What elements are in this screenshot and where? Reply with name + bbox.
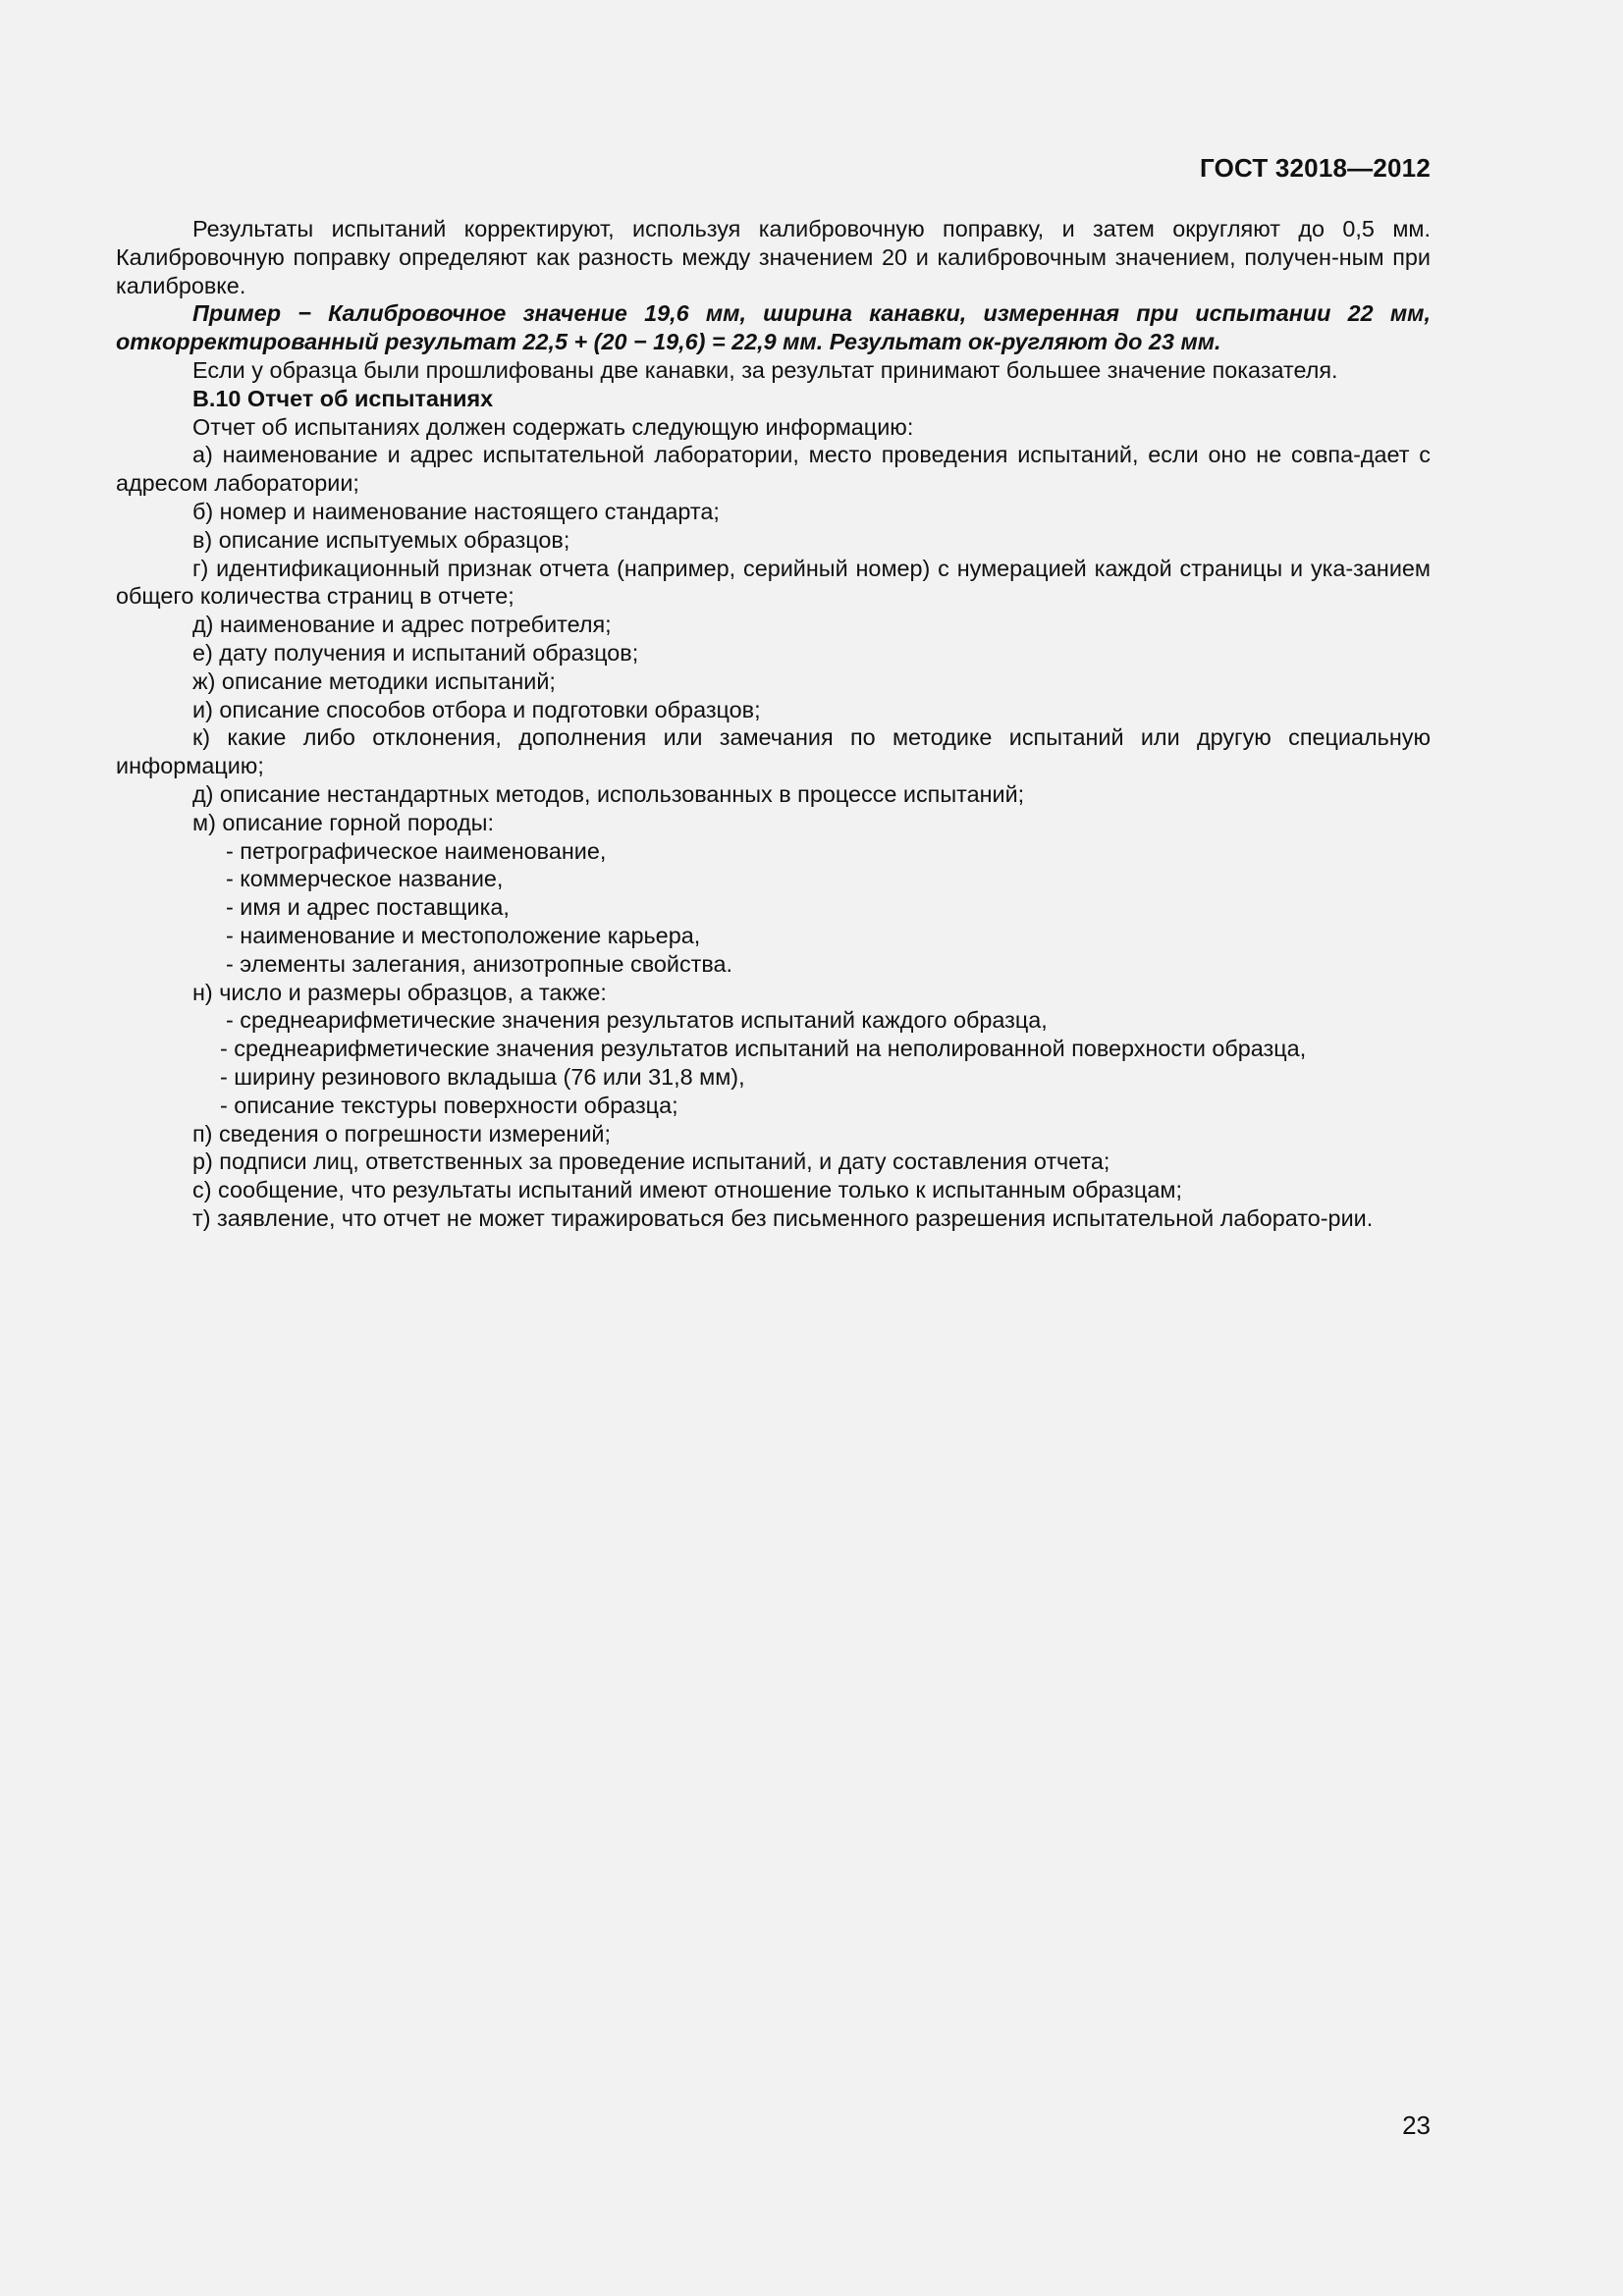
list-item-m: м) описание горной породы: bbox=[192, 809, 494, 835]
paragraph-results-correction: Результаты испытаний корректируют, используя калибровочную поправку, и затем округляют до 0,5 мм. Калибровочную поправку определяют как разность между значением 20 и калибровочным значением, получен-ным при калибровке. bbox=[116, 216, 1431, 298]
list-item-a: а) наименование и адрес испытательной лаборатории, место проведения испытаний, если оно не совпа-дает с адресом лаборатории; bbox=[116, 442, 1431, 497]
sub-item: - элементы залегания, анизотропные свойства. bbox=[226, 950, 733, 977]
sub-item: - коммерческое название, bbox=[226, 866, 504, 892]
sub-item: - описание текстуры поверхности образца; bbox=[220, 1092, 678, 1118]
sub-item: - среднеарифметические значения результатов испытаний каждого образца, bbox=[226, 1007, 1048, 1034]
sub-item: - петрографическое наименование, bbox=[226, 837, 607, 864]
list-item-k: к) какие либо отклонения, дополнения или замечания по методике испытаний или другую специальную информацию; bbox=[116, 724, 1431, 779]
list-item-e: е) дату получения и испытаний образцов; bbox=[192, 639, 639, 666]
document-header: ГОСТ 32018—2012 bbox=[1200, 153, 1431, 183]
example-paragraph: Пример − Калибровочное значение 19,6 мм, ширина канавки, измеренная при испытании 22 мм, откорректированный результат 22,5 + (20 − 19,6) = 22,9 мм. Результат ок-ругляют до 23 мм. bbox=[116, 300, 1431, 355]
list-item-zh: ж) описание методики испытаний; bbox=[192, 667, 556, 694]
list-item-d1: д) наименование и адрес потребителя; bbox=[192, 612, 612, 638]
sub-item: - ширину резинового вкладыша (76 или 31,8 мм), bbox=[220, 1063, 745, 1090]
list-item-g: г) идентификационный признак отчета (например, серийный номер) с нумерацией каждой страницы и ука-занием общего количества страниц в отчете; bbox=[116, 555, 1431, 610]
list-item-v: в) описание испытуемых образцов; bbox=[192, 526, 570, 553]
list-item-t: т) заявление, что отчет не может тиражироваться без письменного разрешения испытательной лаборато-рии. bbox=[192, 1204, 1374, 1231]
list-item-r: р) подписи лиц, ответственных за проведение испытаний, и дату составления отчета; bbox=[192, 1148, 1110, 1175]
section-heading: В.10 Отчет об испытаниях bbox=[192, 385, 494, 411]
paragraph-two-grooves: Если у образца были прошлифованы две канавки, за результат принимают большее значение показателя. bbox=[192, 356, 1338, 383]
document-body bbox=[116, 215, 1431, 1233]
list-item-i: и) описание способов отбора и подготовки образцов; bbox=[192, 696, 761, 722]
list-item-d2: д) описание нестандартных методов, использованных в процессе испытаний; bbox=[192, 780, 1025, 807]
list-item-p: п) сведения о погрешности измерений; bbox=[192, 1120, 611, 1147]
list-item-b: б) номер и наименование настоящего стандарта; bbox=[192, 498, 720, 524]
sub-item: - среднеарифметические значения результатов испытаний на неполированной поверхности образца, bbox=[220, 1036, 1307, 1062]
sub-item: - наименование и местоположение карьера, bbox=[226, 922, 701, 948]
sub-item: - имя и адрес поставщика, bbox=[226, 894, 510, 921]
paragraph-report-contents: Отчет об испытаниях должен содержать следующую информацию: bbox=[192, 413, 914, 440]
list-item-s: с) сообщение, что результаты испытаний имеют отношение только к испытанным образцам; bbox=[192, 1177, 1182, 1203]
list-item-n: н) число и размеры образцов, а также: bbox=[192, 979, 607, 1005]
page-number: 23 bbox=[1402, 2110, 1431, 2140]
